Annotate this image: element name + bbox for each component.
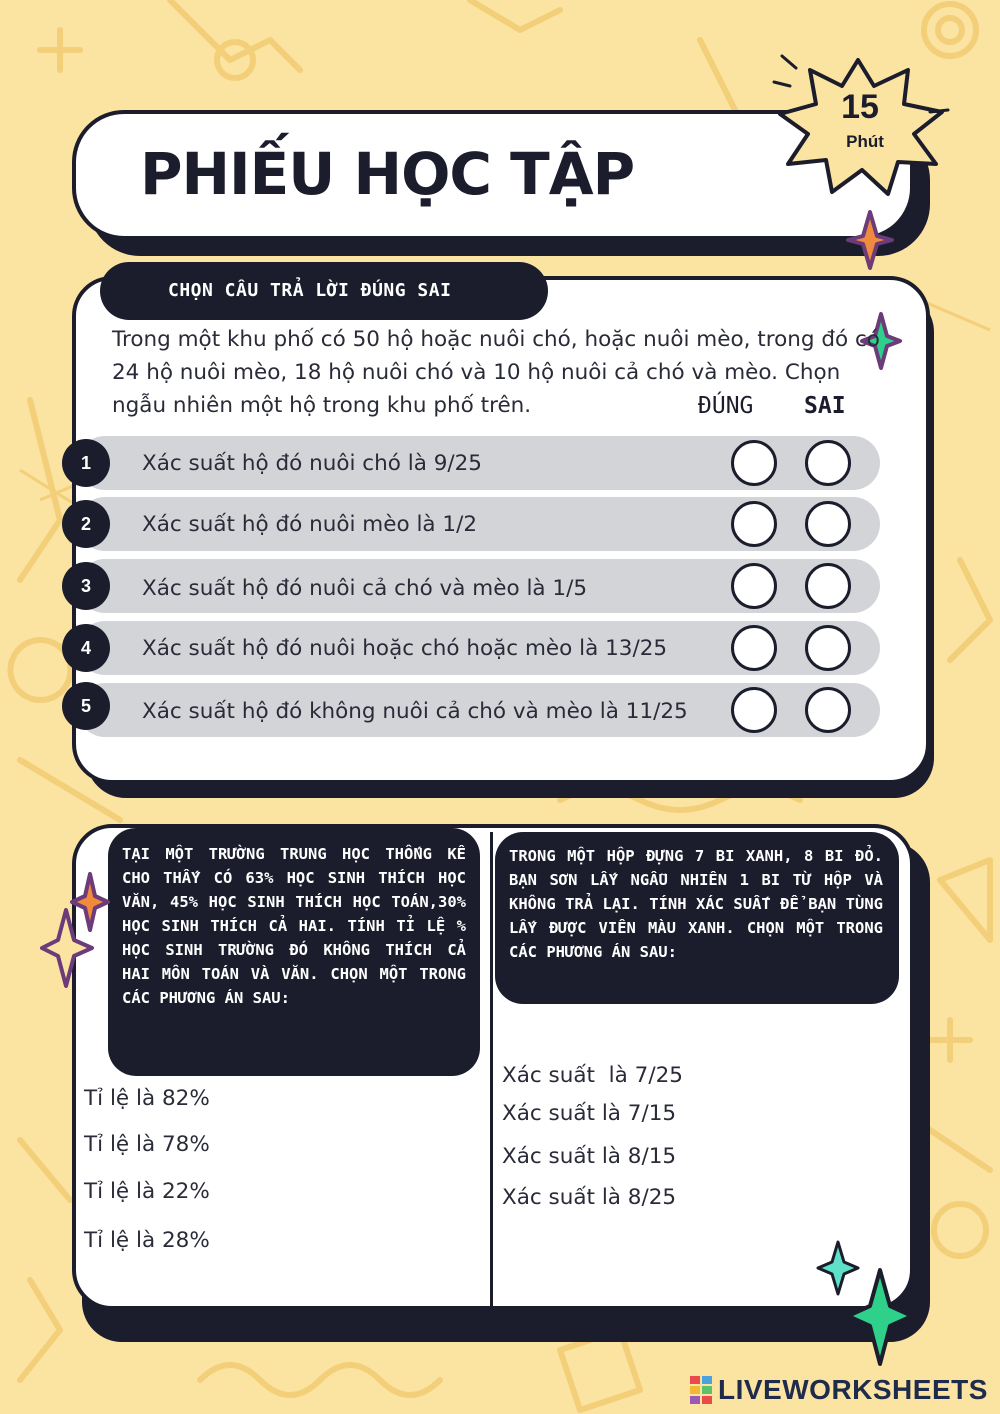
timer-unit: Phút (846, 132, 884, 151)
brand-name: LIVEWORKSHEETS (718, 1374, 988, 1405)
true-radio[interactable] (731, 625, 777, 671)
right-option[interactable]: Xác suất là 7/25 (502, 1063, 683, 1088)
true-radio[interactable] (731, 440, 777, 486)
column-divider (490, 832, 493, 1308)
left-question: TẠI MỘT TRƯỜNG TRUNG HỌC THỐNG KÊ CHO THẤY CÓ 63% HỌC SINH THÍCH HỌC VĂN, 45% HỌC SINH THÍCH HỌC TOÁN,30% HỌC SINH THÍCH CẢ HAI. TÍNH TỈ LỆ % HỌC SINH TRƯỜNG ĐÓ KHÔNG THÍCH CẢ HAI MÔN TOÁN VÀ VĂN. CHỌN MỘT TRONG CÁC PHƯƠNG ÁN SAU: (108, 828, 480, 1076)
statement-number: 1 (62, 439, 110, 487)
statement-number: 5 (62, 682, 110, 730)
statement-text: Xác suất hộ đó nuôi cả chó và mèo là 1/5 (142, 576, 588, 601)
statement-text: Xác suất hộ đó nuôi hoặc chó hoặc mèo là 13/25 (142, 636, 668, 661)
page-title: PHIẾU HỌC TẬP (140, 140, 635, 208)
right-option[interactable]: Xác suất là 7/15 (502, 1101, 677, 1126)
column-header-true: ĐÚNG (698, 393, 754, 419)
false-radio[interactable] (805, 625, 851, 671)
left-option[interactable]: Tỉ lệ là 22% (84, 1179, 210, 1204)
false-radio[interactable] (805, 440, 851, 486)
right-option[interactable]: Xác suất là 8/25 (502, 1185, 677, 1210)
false-radio[interactable] (805, 501, 851, 547)
section-label: CHỌN CÂU TRẢ LỜI ĐÚNG SAI (100, 262, 548, 320)
statement-number: 4 (62, 624, 110, 672)
true-radio[interactable] (731, 563, 777, 609)
sparkle-orange-icon (846, 210, 894, 270)
left-option[interactable]: Tỉ lệ là 78% (84, 1132, 210, 1157)
problem-intro: Trong một khu phố có 50 hộ hoặc nuôi chó, hoặc nuôi mèo, trong đó có 24 hộ nuôi mèo, 18 hộ nuôi chó và 10 hộ nuôi cả chó và mèo. Chọn ngẫu nhiên một hộ trong khu phố trên. (112, 327, 880, 418)
true-radio[interactable] (731, 501, 777, 547)
statement-number: 3 (62, 562, 110, 610)
statement-text: Xác suất hộ đó nuôi mèo là 1/2 (142, 512, 478, 537)
timer-burst-icon (770, 52, 950, 202)
false-radio[interactable] (805, 563, 851, 609)
true-radio[interactable] (731, 687, 777, 733)
statement-text: Xác suất hộ đó không nuôi cả chó và mèo là 11/25 (142, 699, 688, 724)
timer-value: 15 (841, 88, 879, 126)
statement-number: 2 (62, 500, 110, 548)
liveworksheets-logo-icon (690, 1376, 712, 1404)
brand-logo (690, 1372, 988, 1408)
statement-text: Xác suất hộ đó nuôi chó là 9/25 (142, 451, 482, 476)
left-option[interactable]: Tỉ lệ là 82% (84, 1086, 210, 1111)
right-question: TRONG MỘT HỘP ĐỰNG 7 BI XANH, 8 BI ĐỎ. BẠN SƠN LẤY NGẪU NHIÊN 1 BI TỪ HỘP VÀ KHÔNG TRẢ LẠI. TÍNH XÁC SUẤT ĐỂ BẠN TÙNG LẤY ĐƯỢC VIÊN MÀU XANH. CHỌN MỘT TRONG CÁC PHƯƠNG ÁN SAU: (495, 832, 899, 1004)
column-header-false: SAI (804, 393, 846, 419)
false-radio[interactable] (805, 687, 851, 733)
right-option[interactable]: Xác suất là 8/15 (502, 1144, 677, 1169)
sparkle-teal-icon (816, 1240, 916, 1368)
sparkle-purple-icon (40, 870, 112, 990)
left-option[interactable]: Tỉ lệ là 28% (84, 1228, 210, 1253)
